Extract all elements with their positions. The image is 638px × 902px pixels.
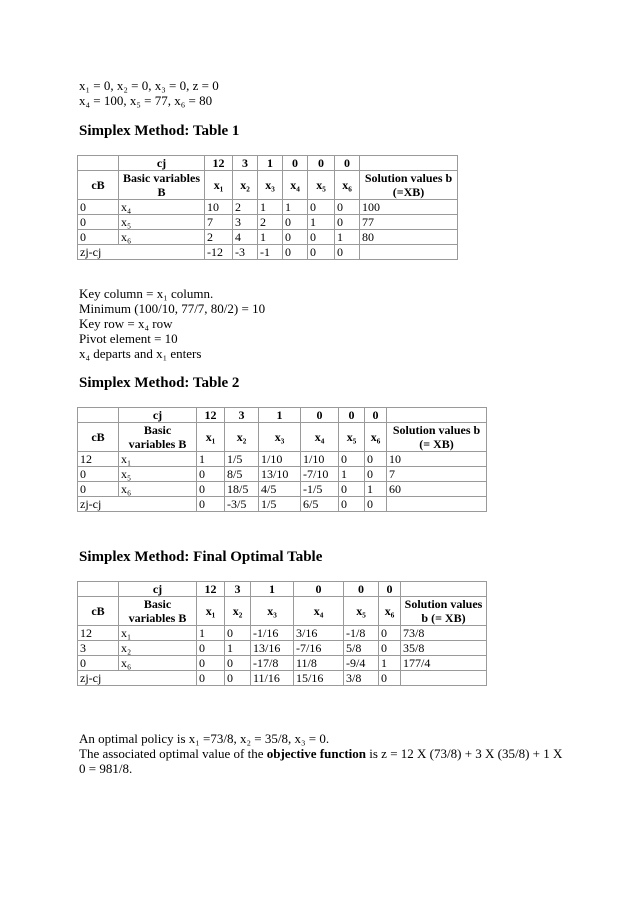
variable-header: x₆ [365, 423, 387, 452]
solution-values-header: Solution values b (= XB) [401, 597, 487, 626]
basic-variables-header: Basic variables B [119, 597, 197, 626]
table-row [78, 626, 487, 641]
table2-heading: Simplex Method: Table 2 [79, 375, 240, 391]
intro-line-2: x₄ = 100, x₅ = 77, x₆ = 80 [79, 93, 213, 108]
simplex-table-2 [77, 407, 487, 512]
cj-row [78, 408, 487, 423]
zj-cj-value: 0 [339, 497, 365, 512]
conclusion-line-2: The associated optimal value of the objective function is z = 12 X (73/8) + 3 X (35/8) + 1 X [79, 746, 563, 761]
coefficient-cell: 0 [225, 656, 251, 671]
solution-cell: 7 [387, 467, 487, 482]
coefficient-cell: 1 [225, 641, 251, 656]
blank-cell [78, 408, 119, 423]
cj-label: cj [119, 156, 205, 171]
variable-header: x₃ [251, 597, 294, 626]
zj-cj-label: zj-cj [78, 245, 205, 260]
simplex-table-1 [77, 155, 458, 260]
zj-cj-label: zj-cj [78, 671, 197, 686]
coefficient-cell: 1 [258, 200, 283, 215]
coefficient-cell: -1/5 [301, 482, 339, 497]
coefficient-cell: 0 [283, 230, 308, 245]
variable-header: x₅ [339, 423, 365, 452]
variable-header: x₁ [197, 597, 225, 626]
cb-cell: 3 [78, 641, 119, 656]
coefficient-cell: 1 [197, 452, 225, 467]
cj-value: 0 [365, 408, 387, 423]
note-key-row: Key row = x₄ row [79, 316, 173, 331]
zj-cj-label: zj-cj [78, 497, 197, 512]
solution-cell: 80 [360, 230, 458, 245]
zj-cj-value: 0 [379, 671, 401, 686]
coefficient-cell: 0 [339, 452, 365, 467]
zj-cj-row [78, 245, 458, 260]
coefficient-cell: 1 [197, 626, 225, 641]
table-row [78, 482, 487, 497]
coefficient-cell: 1 [365, 482, 387, 497]
table1-heading: Simplex Method: Table 1 [79, 123, 240, 139]
variable-header: x₄ [294, 597, 344, 626]
coefficient-cell: -7/16 [294, 641, 344, 656]
cj-value: 1 [259, 408, 301, 423]
zj-cj-value: 0 [365, 497, 387, 512]
table3-heading: Simplex Method: Final Optimal Table [79, 549, 323, 565]
cj-value: 0 [294, 582, 344, 597]
cb-cell: 0 [78, 215, 119, 230]
coefficient-cell: 1/10 [301, 452, 339, 467]
cb-cell: 0 [78, 200, 119, 215]
coefficient-cell: 5/8 [344, 641, 379, 656]
cb-header: cB [78, 171, 119, 200]
cj-value: 0 [301, 408, 339, 423]
zj-cj-value: 0 [335, 245, 360, 260]
table-row [78, 467, 487, 482]
zj-cj-value: -3/5 [225, 497, 259, 512]
coefficient-cell: 13/10 [259, 467, 301, 482]
variable-header: x₅ [344, 597, 379, 626]
cb-cell: 12 [78, 626, 119, 641]
objective-function-term: objective function [266, 746, 367, 761]
cj-value: 3 [225, 408, 259, 423]
coefficient-cell: 1 [335, 230, 360, 245]
cb-header: cB [78, 423, 119, 452]
conclusion-line-1: An optimal policy is x₁ =73/8, x₂ = 35/8, x₃ = 0. [79, 731, 330, 746]
coefficient-cell: 0 [197, 482, 225, 497]
coefficient-cell: 1 [379, 656, 401, 671]
blank-cell [387, 408, 487, 423]
header-row [78, 597, 487, 626]
blank-cell [387, 497, 487, 512]
coefficient-cell: -17/8 [251, 656, 294, 671]
zj-cj-value: 0 [225, 671, 251, 686]
variable-header: x₂ [233, 171, 258, 200]
cj-value: 12 [205, 156, 233, 171]
zj-cj-value: 11/16 [251, 671, 294, 686]
table-row [78, 656, 487, 671]
cj-value: 0 [344, 582, 379, 597]
solution-cell: 73/8 [401, 626, 487, 641]
coefficient-cell: 0 [335, 200, 360, 215]
zj-cj-value: 0 [283, 245, 308, 260]
variable-header: x₃ [258, 171, 283, 200]
coefficient-cell: 0 [365, 452, 387, 467]
cj-value: 0 [335, 156, 360, 171]
coefficient-cell: -1/16 [251, 626, 294, 641]
coefficient-cell: -7/10 [301, 467, 339, 482]
table-row [78, 230, 458, 245]
basic-variable-cell: x₆ [119, 230, 205, 245]
solution-values-header: Solution values b (= XB) [387, 423, 487, 452]
coefficient-cell: 0 [365, 467, 387, 482]
zj-cj-value: 0 [308, 245, 335, 260]
cj-value: 12 [197, 582, 225, 597]
coefficient-cell: 0 [283, 215, 308, 230]
variable-header: x₁ [197, 423, 225, 452]
cb-cell: 12 [78, 452, 119, 467]
coefficient-cell: 3 [233, 215, 258, 230]
solution-cell: 177/4 [401, 656, 487, 671]
cj-value: 3 [233, 156, 258, 171]
coefficient-cell: 18/5 [225, 482, 259, 497]
coefficient-cell: 1 [258, 230, 283, 245]
note-departs-enters: x₄ departs and x₁ enters [79, 346, 202, 361]
cj-row [78, 156, 458, 171]
coefficient-cell: 0 [379, 641, 401, 656]
coefficient-cell: 0 [379, 626, 401, 641]
basic-variable-cell: x₂ [119, 641, 197, 656]
cj-value: 0 [283, 156, 308, 171]
variable-header: x₄ [283, 171, 308, 200]
basic-variable-cell: x₁ [119, 626, 197, 641]
cb-header: cB [78, 597, 119, 626]
basic-variable-cell: x₆ [119, 656, 197, 671]
basic-variables-header: Basic variables B [119, 423, 197, 452]
variable-header: x₆ [335, 171, 360, 200]
zj-cj-value: -3 [233, 245, 258, 260]
coefficient-cell: 0 [335, 215, 360, 230]
coefficient-cell: 1/5 [225, 452, 259, 467]
zj-cj-value: 15/16 [294, 671, 344, 686]
cj-value: 0 [379, 582, 401, 597]
basic-variable-cell: x₁ [119, 452, 197, 467]
coefficient-cell: 0 [197, 656, 225, 671]
basic-variable-cell: x₅ [119, 215, 205, 230]
coefficient-cell: 3/16 [294, 626, 344, 641]
coefficient-cell: 8/5 [225, 467, 259, 482]
cb-cell: 0 [78, 230, 119, 245]
zj-cj-row [78, 497, 487, 512]
cj-value: 0 [339, 408, 365, 423]
coefficient-cell: 11/8 [294, 656, 344, 671]
table-row [78, 452, 487, 467]
coefficient-cell: 4 [233, 230, 258, 245]
cj-label: cj [119, 582, 197, 597]
cj-value: 0 [308, 156, 335, 171]
zj-cj-value: -1 [258, 245, 283, 260]
cb-cell: 0 [78, 656, 119, 671]
coefficient-cell: 1 [308, 215, 335, 230]
note-pivot-element: Pivot element = 10 [79, 331, 178, 346]
coefficient-cell: 0 [197, 641, 225, 656]
coefficient-cell: 0 [308, 230, 335, 245]
table-row [78, 641, 487, 656]
variable-header: x₃ [259, 423, 301, 452]
zj-cj-value: 0 [197, 671, 225, 686]
header-row [78, 171, 458, 200]
cj-value: 3 [225, 582, 251, 597]
coefficient-cell: 10 [205, 200, 233, 215]
cb-cell: 0 [78, 467, 119, 482]
solution-cell: 60 [387, 482, 487, 497]
basic-variables-header: Basic variables B [119, 171, 205, 200]
table-row [78, 215, 458, 230]
cj-value: 1 [251, 582, 294, 597]
cj-value: 12 [197, 408, 225, 423]
coefficient-cell: 0 [339, 482, 365, 497]
solution-cell: 35/8 [401, 641, 487, 656]
coefficient-cell: 2 [205, 230, 233, 245]
variable-header: x₅ [308, 171, 335, 200]
variable-header: x₄ [301, 423, 339, 452]
coefficient-cell: 1/10 [259, 452, 301, 467]
note-key-column: Key column = x₁ column. [79, 286, 214, 301]
coefficient-cell: 2 [233, 200, 258, 215]
cb-cell: 0 [78, 482, 119, 497]
solution-cell: 10 [387, 452, 487, 467]
solution-values-header: Solution values b (=XB) [360, 171, 458, 200]
solution-cell: 77 [360, 215, 458, 230]
basic-variable-cell: x₆ [119, 482, 197, 497]
table-row [78, 200, 458, 215]
zj-cj-value: 6/5 [301, 497, 339, 512]
basic-variable-cell: x₅ [119, 467, 197, 482]
zj-cj-value: 1/5 [259, 497, 301, 512]
coefficient-cell: 1 [339, 467, 365, 482]
coefficient-cell: 0 [197, 467, 225, 482]
zj-cj-value: 3/8 [344, 671, 379, 686]
simplex-table-final [77, 581, 487, 686]
solution-cell: 100 [360, 200, 458, 215]
blank-cell [78, 156, 119, 171]
coefficient-cell: 7 [205, 215, 233, 230]
intro-line-1: x₁ = 0, x₂ = 0, x₃ = 0, z = 0 [79, 78, 219, 93]
coefficient-cell: 2 [258, 215, 283, 230]
note-minimum-ratio: Minimum (100/10, 77/7, 80/2) = 10 [79, 301, 266, 316]
conclusion-line-3: 0 = 981/8. [79, 761, 133, 776]
cj-label: cj [119, 408, 197, 423]
coefficient-cell: -1/8 [344, 626, 379, 641]
coefficient-cell: 13/16 [251, 641, 294, 656]
zj-cj-value: 0 [197, 497, 225, 512]
header-row [78, 423, 487, 452]
coefficient-cell: -9/4 [344, 656, 379, 671]
blank-cell [401, 671, 487, 686]
coefficient-cell: 4/5 [259, 482, 301, 497]
coefficient-cell: 1 [283, 200, 308, 215]
blank-cell [401, 582, 487, 597]
blank-cell [360, 245, 458, 260]
basic-variable-cell: x₄ [119, 200, 205, 215]
variable-header: x₆ [379, 597, 401, 626]
zj-cj-value: -12 [205, 245, 233, 260]
blank-cell [78, 582, 119, 597]
variable-header: x₂ [225, 597, 251, 626]
cj-value: 1 [258, 156, 283, 171]
variable-header: x₁ [205, 171, 233, 200]
coefficient-cell: 0 [225, 626, 251, 641]
blank-cell [360, 156, 458, 171]
zj-cj-row [78, 671, 487, 686]
variable-header: x₂ [225, 423, 259, 452]
cj-row [78, 582, 487, 597]
coefficient-cell: 0 [308, 200, 335, 215]
